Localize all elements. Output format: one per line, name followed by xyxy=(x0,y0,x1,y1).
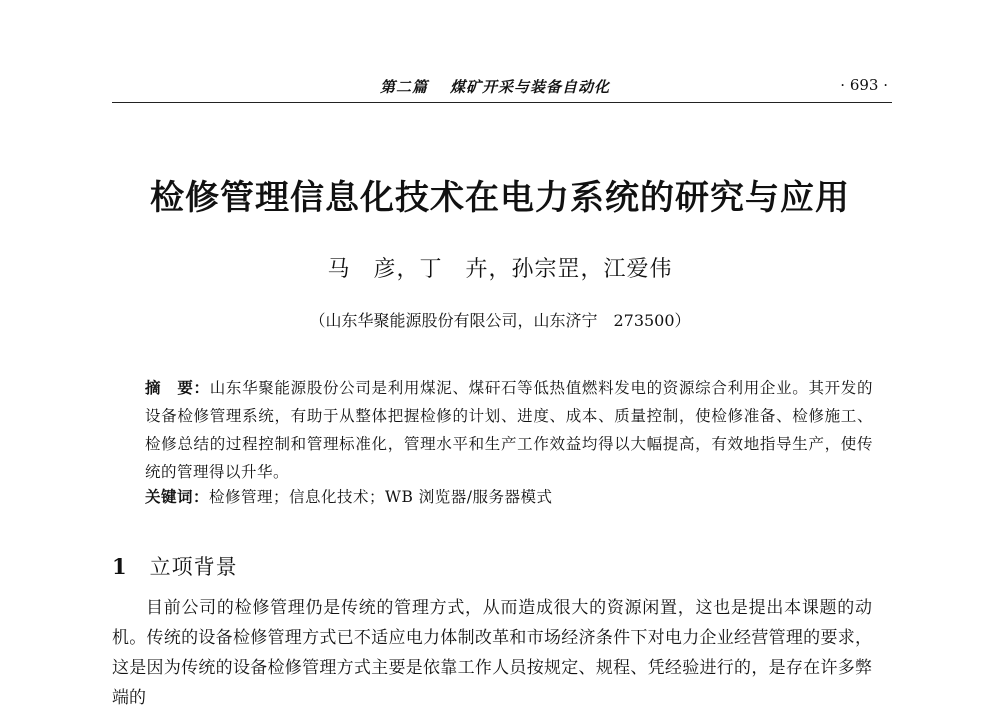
running-header xyxy=(112,72,892,103)
section-title: 立项背景 xyxy=(149,555,238,579)
keywords-block xyxy=(145,484,873,510)
abstract-label: 摘 要： xyxy=(145,379,210,397)
section-heading xyxy=(112,551,238,581)
keywords-label: 关键词： xyxy=(145,488,210,506)
header-page-number: · 693 · xyxy=(840,76,888,94)
author-list: 马 彦，丁 卉，孙宗罡，江爱伟 xyxy=(327,257,673,282)
header-section-label: 煤矿开采与装备自动化 xyxy=(450,78,611,96)
abstract-text: 山东华聚能源股份公司是利用煤泥、煤矸石等低热值燃料发电的资源综合利用企业。其开发的设备检修管理系统，有助于从整体把握检修的计划、进度、成本、质量控制，使检修准备、检修施工、检修总结的过程控制和管理标准化，管理水平和生产工作效益均得以大幅提高，有效地指导生产，使传统的管理得以升华。 xyxy=(145,379,873,481)
author-affiliation: （山东华聚能源股份有限公司，山东济宁 273500） xyxy=(309,311,691,330)
abstract-block xyxy=(145,374,873,486)
header-part-label: 第二篇 xyxy=(380,78,429,96)
header-section-title xyxy=(380,76,610,97)
paper-title: 检修管理信息化技术在电力系统的研究与应用 xyxy=(150,178,850,218)
keywords-text: 检修管理；信息化技术；WB 浏览器/服务器模式 xyxy=(209,488,553,506)
section-number: 1 xyxy=(112,554,128,579)
section-paragraph: 目前公司的检修管理仍是传统的管理方式，从而造成很大的资源闲置，这也是提出本课题的动机。传统的设备检修管理方式已不适应电力体制改革和市场经济条件下对电力企业经营管理的要求，这是因为传统的设备检修管理方式主要是依靠工作人员按规定、规程、凭经验进行的，是存在许多弊端的 xyxy=(112,598,872,708)
